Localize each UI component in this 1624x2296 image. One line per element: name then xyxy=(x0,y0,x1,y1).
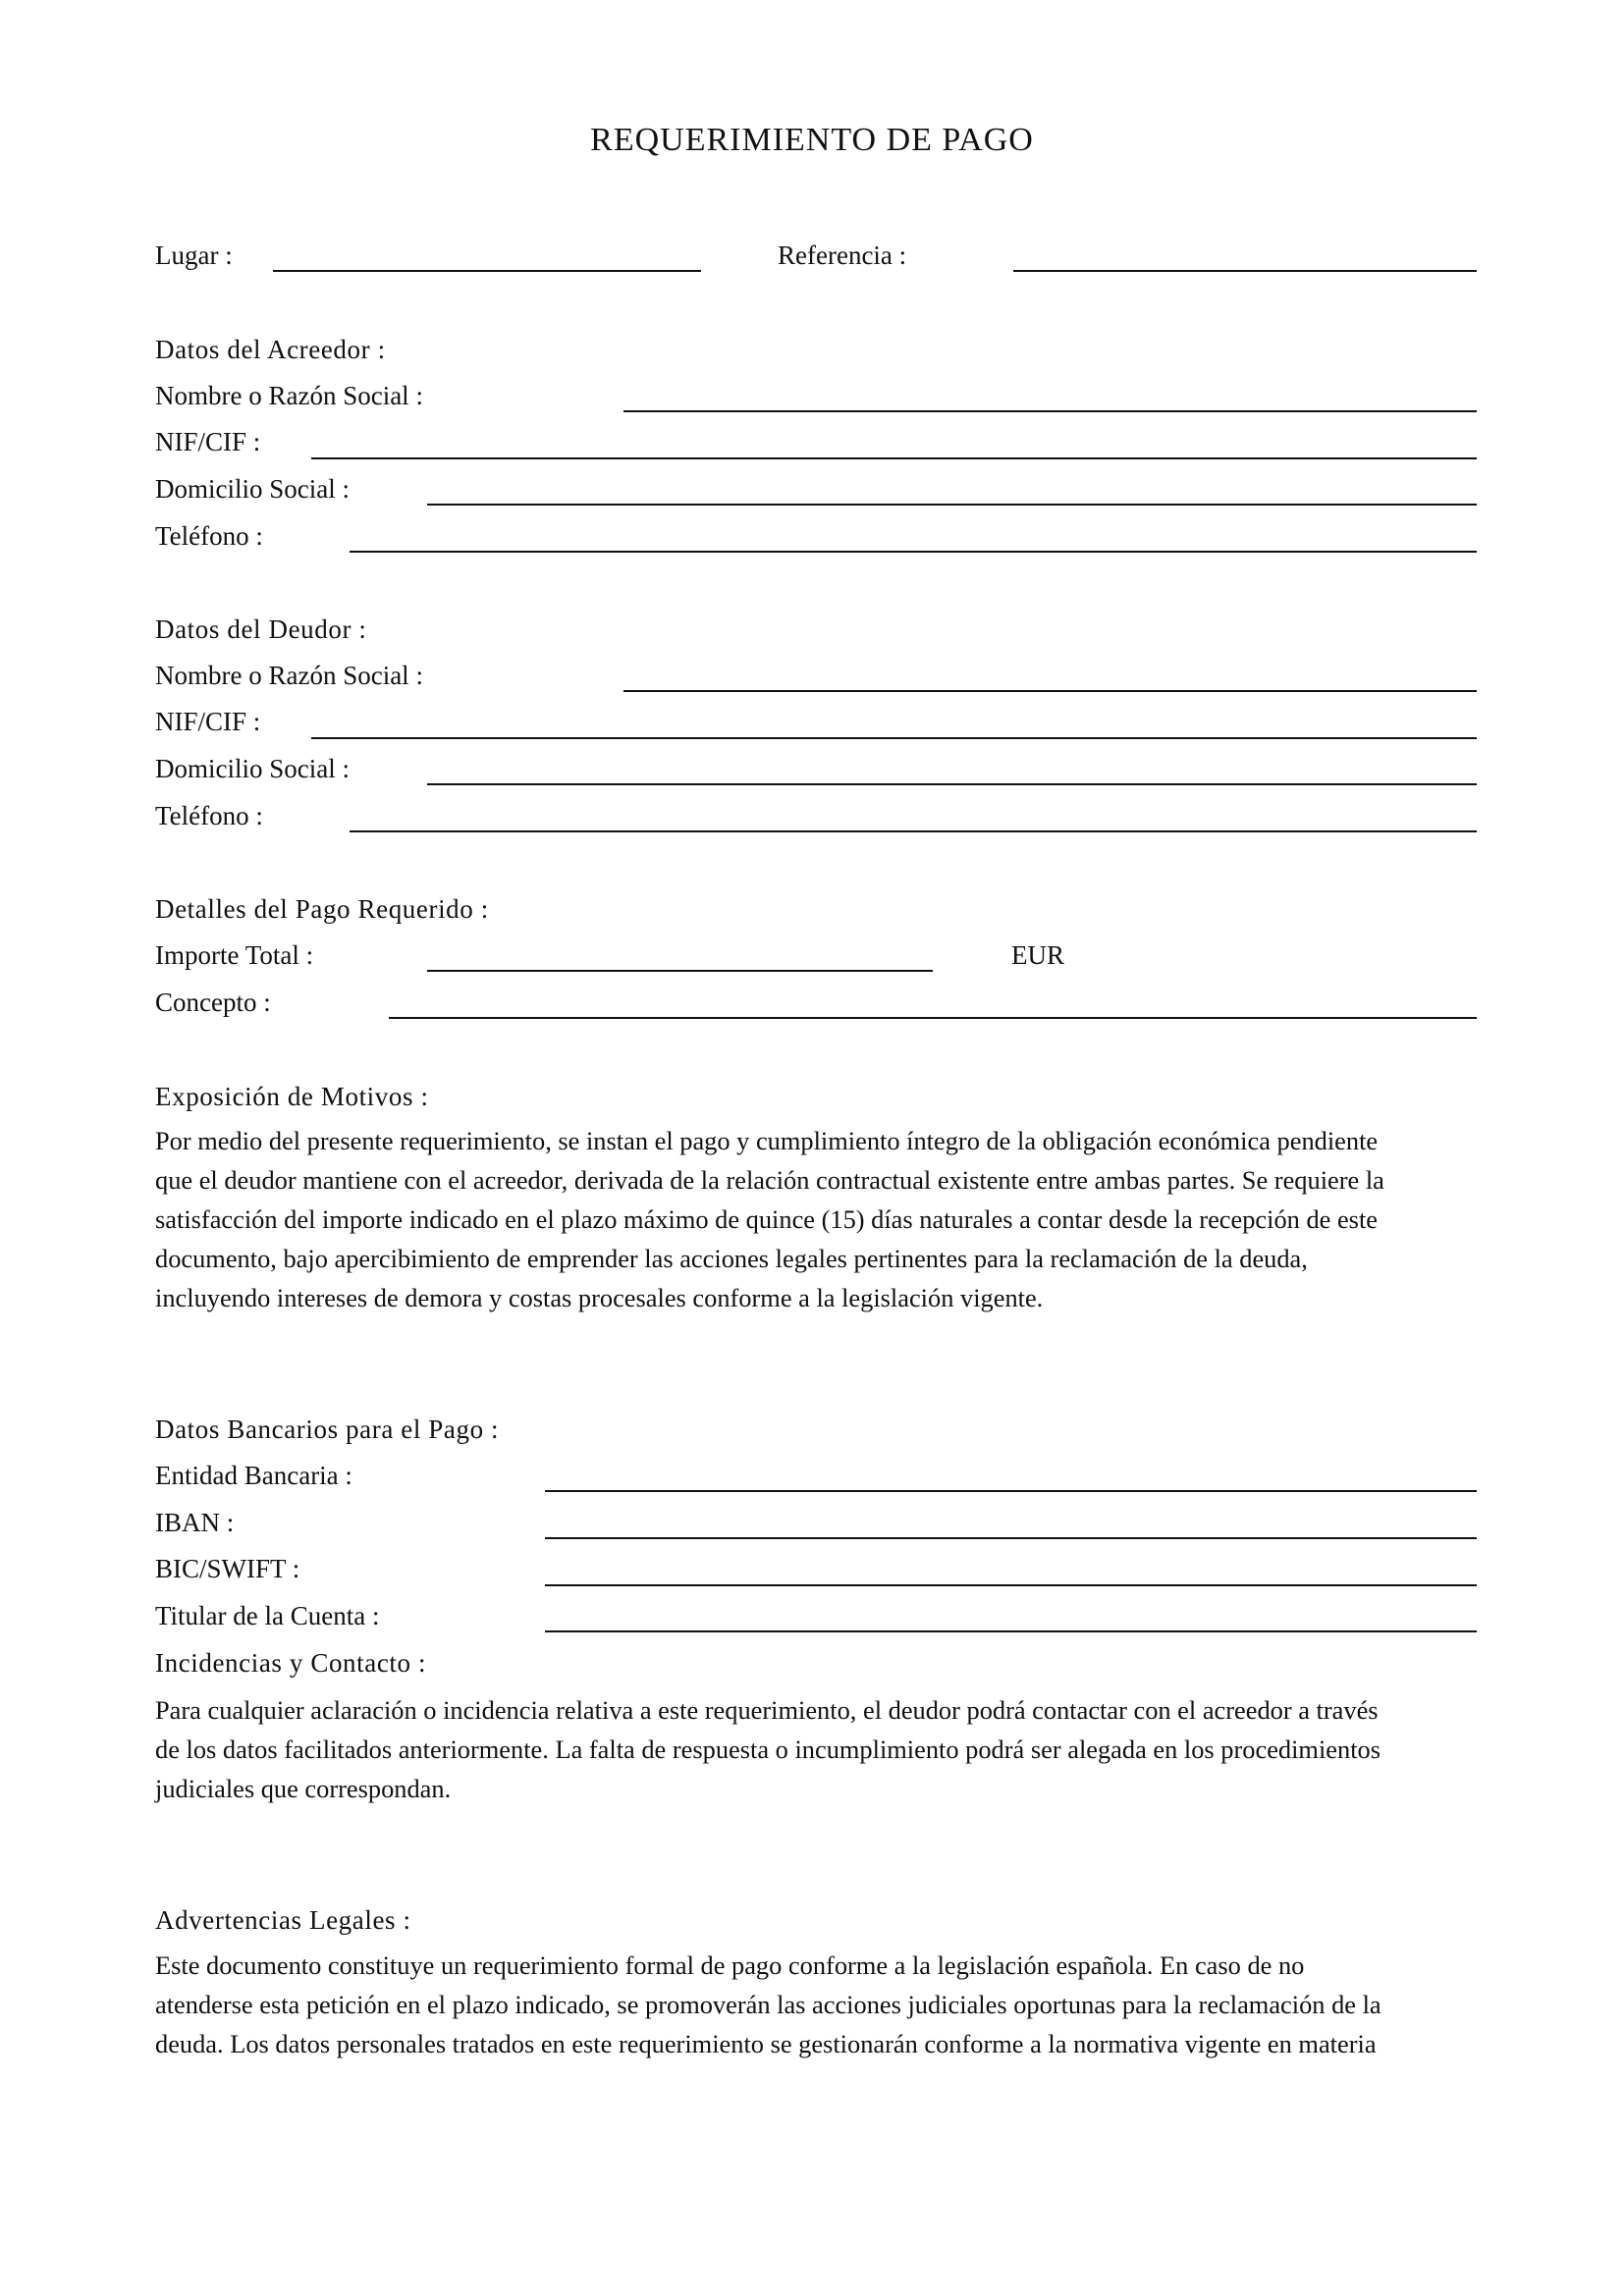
acreedor-domicilio-field[interactable] xyxy=(427,504,1477,506)
titular-field[interactable] xyxy=(545,1630,1477,1632)
bic-label: BIC/SWIFT : xyxy=(155,1554,300,1583)
advertencias-heading: Advertencias Legales : xyxy=(155,1905,411,1935)
deudor-nif-field[interactable] xyxy=(311,737,1477,739)
acreedor-nif-field[interactable] xyxy=(311,457,1477,459)
paragraph-line: Por medio del presente requerimiento, se instan el pago y cumplimiento íntegro de la obligación económica pendiente xyxy=(155,1126,1379,1155)
lugar-field[interactable] xyxy=(273,270,701,272)
importe-label: Importe Total : xyxy=(155,940,314,970)
currency-label: EUR xyxy=(1011,940,1064,970)
deudor-domicilio-field[interactable] xyxy=(427,783,1477,785)
paragraph-line: incluyendo intereses de demora y costas procesales conforme a la legislación vigente. xyxy=(155,1283,1044,1312)
deudor-nif-label: NIF/CIF : xyxy=(155,707,261,736)
concepto-label: Concepto : xyxy=(155,988,271,1017)
deudor-nombre-label: Nombre o Razón Social : xyxy=(155,661,423,690)
referencia-field[interactable] xyxy=(1013,270,1477,272)
pago-heading: Detalles del Pago Requerido : xyxy=(155,894,489,924)
paragraph-line: de los datos facilitados anteriormente. La falta de respuesta o incumplimiento podrá ser alegada en los procedimientos xyxy=(155,1735,1381,1764)
incidencias-paragraph xyxy=(155,1690,1476,1808)
paragraph-line: que el deudor mantiene con el acreedor, derivada de la relación contractual existente entre ambas partes. Se requiere la xyxy=(155,1165,1384,1195)
entidad-label: Entidad Bancaria : xyxy=(155,1461,352,1490)
advertencias-paragraph xyxy=(155,1946,1476,2063)
acreedor-telefono-field[interactable] xyxy=(350,551,1477,553)
iban-field[interactable] xyxy=(545,1537,1477,1539)
importe-field[interactable] xyxy=(427,970,933,972)
paragraph-line: Este documento constituye un requerimiento formal de pago conforme a la legislación española. En caso de no xyxy=(155,1950,1305,1980)
incidencias-heading: Incidencias y Contacto : xyxy=(155,1648,427,1678)
paragraph-line: atenderse esta petición en el plazo indicado, se promoverán las acciones judiciales oportunas para la reclamación de la xyxy=(155,1990,1381,2019)
acreedor-nombre-field[interactable] xyxy=(623,410,1477,412)
paragraph-line: deuda. Los datos personales tratados en este requerimiento se gestionarán conforme a la normativa vigente en materia xyxy=(155,2029,1377,2058)
deudor-telefono-field[interactable] xyxy=(350,830,1477,832)
paragraph-line: judiciales que correspondan. xyxy=(155,1774,452,1803)
deudor-nombre-field[interactable] xyxy=(623,690,1477,692)
paragraph-line: documento, bajo apercibimiento de emprender las acciones legales pertinentes para la reclamación de la deuda, xyxy=(155,1244,1308,1273)
document-title: REQUERIMIENTO DE PAGO xyxy=(590,122,1034,158)
bic-field[interactable] xyxy=(545,1584,1477,1586)
motivos-paragraph xyxy=(155,1121,1476,1317)
iban-label: IBAN : xyxy=(155,1508,235,1537)
deudor-telefono-label: Teléfono : xyxy=(155,801,263,830)
motivos-heading: Exposición de Motivos : xyxy=(155,1082,429,1111)
banco-heading: Datos Bancarios para el Pago : xyxy=(155,1415,500,1444)
paragraph-line: satisfacción del importe indicado en el plazo máximo de quince (15) días naturales a contar desde la recepción de este xyxy=(155,1204,1378,1234)
referencia-label: Referencia : xyxy=(778,240,907,270)
deudor-heading: Datos del Deudor : xyxy=(155,614,367,644)
paragraph-line: Para cualquier aclaración o incidencia relativa a este requerimiento, el deudor podrá contactar con el acreedor a través xyxy=(155,1695,1379,1725)
acreedor-heading: Datos del Acreedor : xyxy=(155,335,386,364)
concepto-field[interactable] xyxy=(389,1017,1477,1019)
entidad-field[interactable] xyxy=(545,1490,1477,1492)
lugar-label: Lugar : xyxy=(155,240,233,270)
acreedor-domicilio-label: Domicilio Social : xyxy=(155,474,350,504)
acreedor-nombre-label: Nombre o Razón Social : xyxy=(155,381,423,410)
titular-label: Titular de la Cuenta : xyxy=(155,1601,380,1630)
acreedor-telefono-label: Teléfono : xyxy=(155,521,263,551)
deudor-domicilio-label: Domicilio Social : xyxy=(155,754,350,783)
acreedor-nif-label: NIF/CIF : xyxy=(155,427,261,456)
